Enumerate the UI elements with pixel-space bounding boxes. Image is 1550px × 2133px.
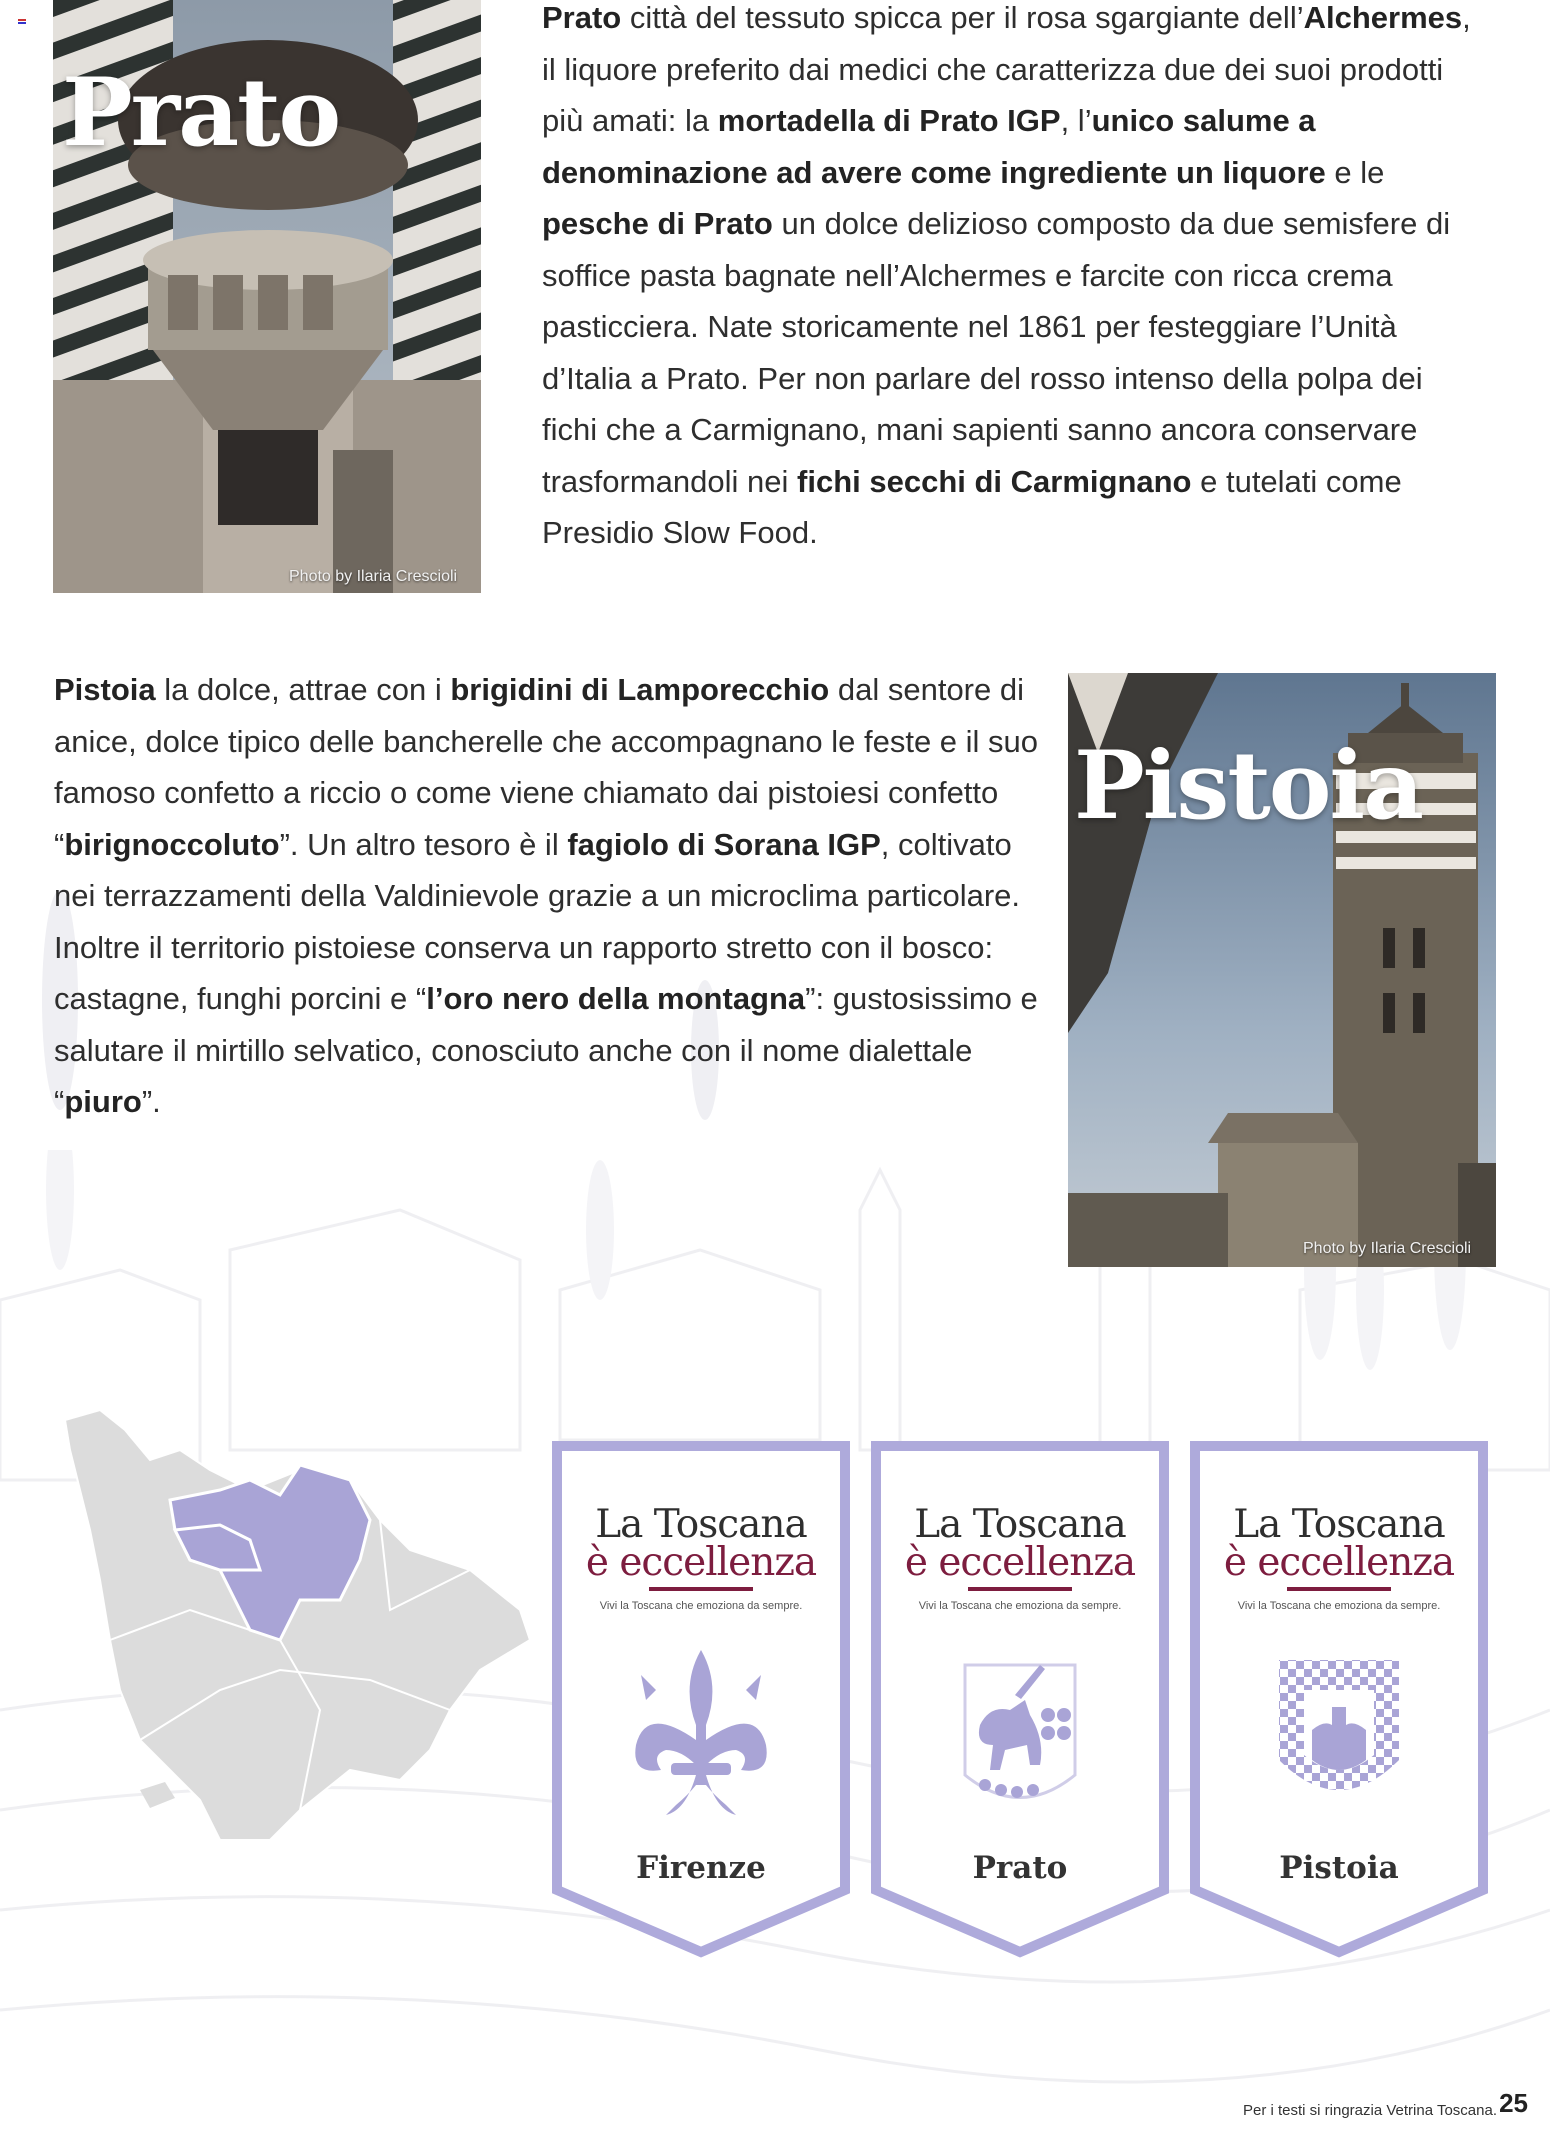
- prato-photo: [53, 0, 481, 593]
- banner-city-name: Pistoia: [1279, 1850, 1399, 1886]
- text-run: la dolce, attrae con i: [155, 672, 451, 707]
- banner-title-line2: è eccellenza: [904, 1540, 1136, 1585]
- bold-run: pesche di Prato: [542, 206, 773, 241]
- text-run: e tutelati come Presidio Slow Food.: [542, 463, 1402, 550]
- pistoia-paragraph: [54, 664, 1044, 1128]
- bold-run: Pistoia: [54, 672, 156, 707]
- text-run: , il liquore preferito dai medici che caratterizza due dei suoi prodotti più amati: la: [542, 0, 1471, 138]
- text-run: ”.: [141, 1084, 161, 1119]
- pistoia-photo: [1068, 673, 1496, 1267]
- bold-run: Prato: [542, 0, 622, 35]
- text-run: , coltivato nei terrazzamenti della Valdinievole grazie a un microclima particolare. Inoltre il territorio pistoiese conserva un rapporto stretto con il bosco: castagne, funghi porcini e “: [54, 826, 1021, 1016]
- text-run: , l’: [1060, 103, 1092, 138]
- banner-title-line1: La Toscana: [1233, 1502, 1445, 1547]
- bold-run: birignoccoluto: [64, 826, 280, 862]
- bold-run: brigidini di Lamporecchio: [450, 672, 830, 707]
- footer-credit: Per i testi si ringrazia Vetrina Toscana.: [1242, 2102, 1497, 2119]
- bold-run: fichi secchi di Carmignano: [797, 463, 1192, 499]
- banner-tagline: Vivi la Toscana che emoziona da sempre.: [599, 1600, 803, 1612]
- banner-underline: [968, 1587, 1072, 1591]
- tuscany-map: [50, 1410, 540, 1880]
- banner-title-line1: La Toscana: [914, 1502, 1126, 1547]
- page-number: 25: [1499, 2088, 1528, 2118]
- banner-title-line2: è eccellenza: [585, 1540, 817, 1585]
- text-run: città del tessuto spicca per il rosa sgargiante dell’: [621, 0, 1304, 35]
- banner-tagline: Vivi la Toscana che emoziona da sempre.: [918, 1600, 1122, 1612]
- bold-run: mortadella di Prato IGP: [717, 103, 1061, 138]
- prato-paragraph: [542, 0, 1482, 559]
- bold-run: piuro: [64, 1084, 142, 1119]
- banner-city-name: Firenze: [636, 1850, 766, 1886]
- bold-run: Alchermes: [1303, 0, 1463, 35]
- banner-title-line1: La Toscana: [595, 1502, 807, 1547]
- banner-underline: [649, 1587, 753, 1591]
- text-run: un dolce delizioso composto da due semisfere di soffice pasta bagnate nell’Alchermes e farcite con ricca crema pasticciera. Nate storicamente nel 1861 per festeggiare l’Unità d’Italia a Prato. Per non parlare del rosso intenso della polpa dei fichi che a Carmignano, mani sapienti sanno ancora conservare trasformandoli nei: [542, 206, 1451, 499]
- fleur-de-lis-icon: [626, 1645, 776, 1825]
- text-run: dal sentore di anice, dolce tipico delle bancherelle che accompagnano le feste e il suo famoso confetto a riccio o come viene chiamato dai pistoiesi confetto “: [54, 672, 1039, 862]
- bold-run: fagiolo di Sorana IGP: [567, 826, 881, 862]
- banner-title-line2: è eccellenza: [1223, 1540, 1455, 1585]
- pistoia-photo-title: Pistoia: [1074, 731, 1423, 841]
- text-run: ”: gustosissimo e salutare il mirtillo selvatico, conosciuto anche con il nome dialettale “: [54, 981, 1038, 1119]
- knight-shield-icon: [945, 1645, 1095, 1825]
- bold-run: unico salume a denominazione ad avere come ingrediente un liquore: [542, 103, 1326, 190]
- prato-photo-title: Prato: [62, 58, 340, 168]
- pistoia-photo-credit: Photo by Ilaria Crescioli: [1303, 1240, 1472, 1257]
- text-run: e le: [1325, 154, 1385, 190]
- banner-city-name: Prato: [972, 1850, 1068, 1886]
- bold-run: l’oro nero della montagna: [426, 981, 806, 1016]
- banner-tagline: Vivi la Toscana che emoziona da sempre.: [1237, 1600, 1441, 1612]
- prato-photo-credit: Photo by Ilaria Crescioli: [289, 568, 458, 585]
- text-run: ”. Un altro tesoro è il: [279, 826, 568, 862]
- banner-underline: [1287, 1587, 1391, 1591]
- banner-firenze: [551, 1440, 851, 1960]
- banner-pistoia: [1189, 1440, 1489, 1960]
- checkered-shield-icon: [1264, 1645, 1414, 1825]
- banner-prato: [870, 1440, 1170, 1960]
- corner-mark-icon: [18, 18, 26, 26]
